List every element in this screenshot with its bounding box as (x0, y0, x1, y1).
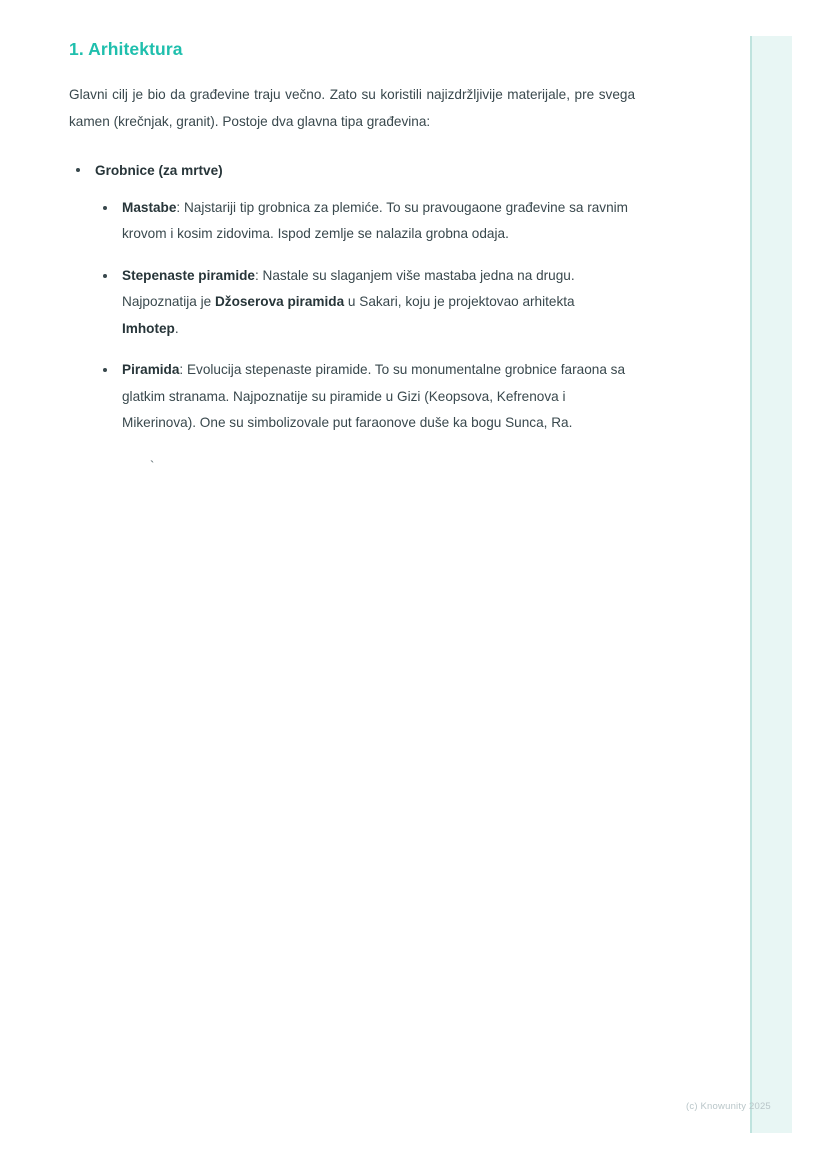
right-decorative-band (750, 36, 792, 1133)
list-item (69, 157, 635, 476)
term-description-emphasis: Imhotep (122, 320, 175, 336)
bullet-icon (103, 274, 107, 278)
bullet-icon (76, 168, 80, 172)
bullet-icon (103, 368, 107, 372)
list-item (95, 195, 635, 248)
list-item (95, 263, 635, 343)
term-description-part: u Sakari, koju je projektovao arhitekta (344, 294, 575, 310)
document-content (69, 38, 635, 476)
right-band-edge (750, 36, 752, 1133)
bullet-icon (103, 206, 107, 210)
trailing-mark: ` (150, 457, 155, 473)
term-description-part: . (174, 320, 179, 336)
intro-paragraph: Glavni cilj je bio da građevine traju večno. Zato su koristili najizdržljivije materijale, pre svega kamen (krečnjak, granit). Postoje dva glavna tipa građevina: (69, 86, 635, 129)
page-title: 1. Arhitektura (69, 39, 183, 59)
term-description: : Najstariji tip grobnica za plemiće. To su pravougaone građevine sa ravnim krovom i kosim zidovima. Ispod zemlje se nalazila grobna odaja. (122, 199, 629, 242)
group-label: Grobnice (za mrtve) (95, 162, 223, 178)
term-label: Mastabe (122, 199, 177, 215)
outline-level-2 (95, 195, 635, 437)
list-item (95, 357, 635, 437)
term-label: Piramida (122, 362, 180, 378)
footer-credit: (c) Knowunity 2025 (686, 1101, 771, 1112)
term-label: Stepenaste piramide (122, 267, 255, 283)
outline-level-1 (69, 157, 635, 476)
term-description-emphasis: Džoserova piramida (214, 294, 345, 310)
term-description-part: : Nastale su slaganjem više mastaba jedna na drugu. Najpoznatija je (122, 267, 575, 310)
term-description: : Evolucija stepenaste piramide. To su monumentalne grobnice faraona sa glatkim stranama. Najpoznatije su piramide u Gizi (Keopsova, Kefrenova i Mikerinova). One su simbolizovale put faraonove duše ka bogu Sunca, Ra. (122, 362, 626, 431)
